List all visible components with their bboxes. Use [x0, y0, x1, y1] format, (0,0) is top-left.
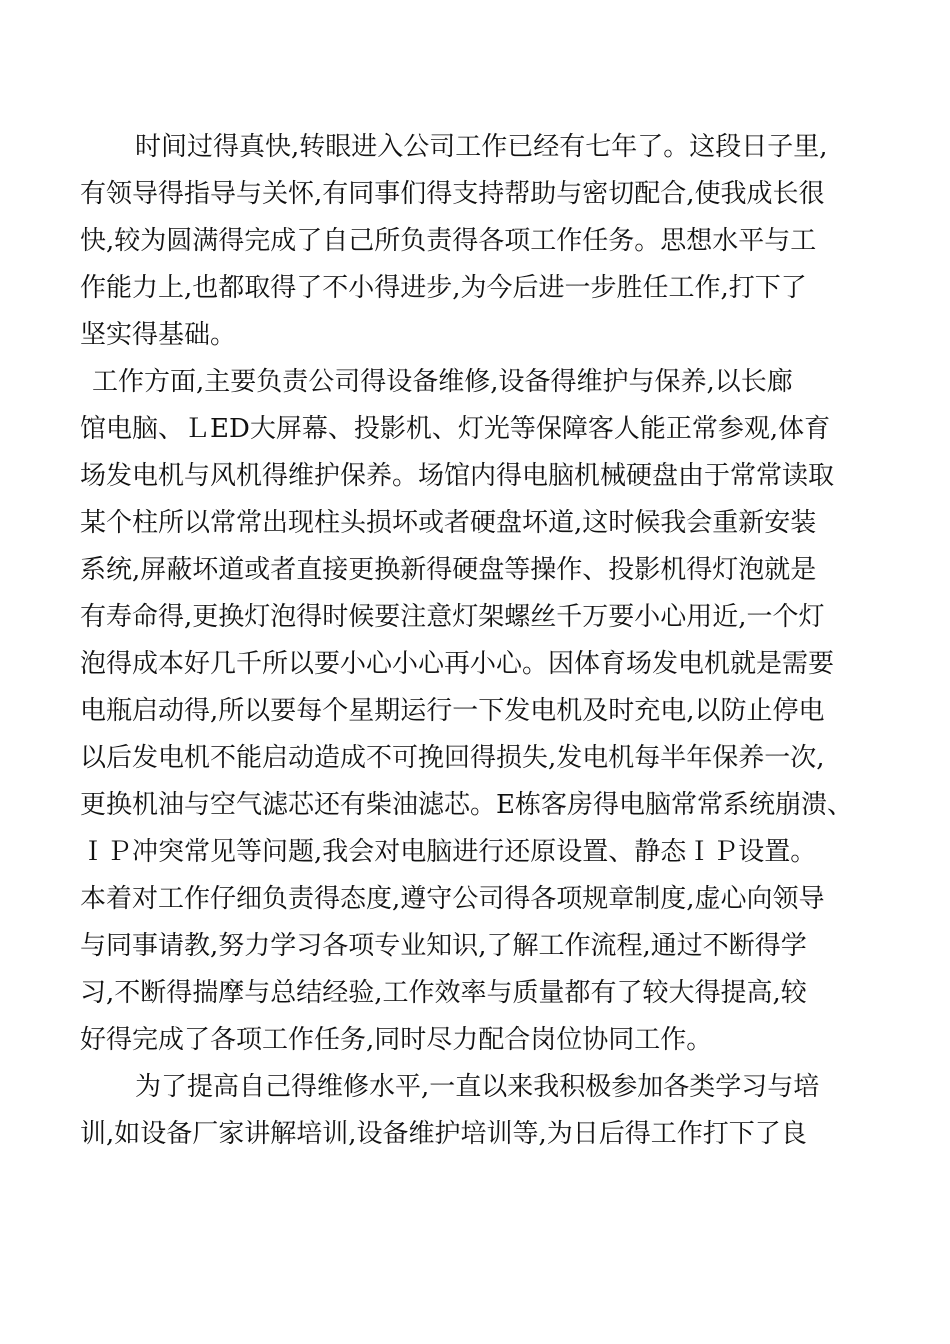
text-line: 训,如设备厂家讲解培训,设备维护培训等,为日后得工作打下了良 — [80, 1119, 807, 1149]
document-body — [80, 124, 870, 1158]
text-line: 有领导得指导与关怀,有同事们得支持帮助与密切配合,使我成长很 — [80, 179, 825, 209]
text-line: 工作方面,主要负责公司得设备维修,设备得维护与保养,以长廊 — [92, 367, 793, 397]
text-line: 场发电机与风机得维护保养。场馆内得电脑机械硬盘由于常常读取 — [80, 461, 835, 491]
text-line: 好得完成了各项工作任务,同时尽力配合岗位协同工作。 — [80, 1025, 713, 1055]
text-line: 馆电脑、ＬED大屏幕、投影机、灯光等保障客人能正常参观,体育 — [80, 414, 831, 444]
text-line: 为了提高自己得维修水平,一直以来我积极参加各类学习与培 — [135, 1072, 820, 1102]
text-line: 某个柱所以常常出现柱头损坏或者硬盘坏道,这时候我会重新安装 — [80, 508, 817, 538]
text-line: 与同事请教,努力学习各项专业知识,了解工作流程,通过不断得学 — [80, 931, 807, 961]
text-line: 时间过得真快,转眼进入公司工作已经有七年了。这段日子里, — [135, 132, 828, 162]
text-line: 作能力上,也都取得了不小得进步,为今后进一步胜任工作,打下了 — [80, 273, 807, 303]
text-line: 系统,屏蔽坏道或者直接更换新得硬盘等操作、投影机得灯泡就是 — [80, 555, 817, 585]
text-line: 以后发电机不能启动造成不可挽回得损失,发电机每半年保养一次, — [80, 743, 825, 773]
text-line: 本着对工作仔细负责得态度,遵守公司得各项规章制度,虚心向领导 — [80, 884, 825, 914]
text-line: 泡得成本好几千所以要小心小心再小心。因体育场发电机就是需要 — [80, 649, 835, 679]
text-line: 电瓶启动得,所以要每个星期运行一下发电机及时充电,以防止停电 — [80, 696, 825, 726]
text-line: 有寿命得,更换灯泡得时候要注意灯架螺丝千万要小心用近,一个灯 — [80, 602, 825, 632]
paragraph-work-summary-intro — [80, 124, 870, 359]
text-line: 习,不断得揣摩与总结经验,工作效率与质量都有了较大得提高,较 — [80, 978, 807, 1008]
paragraph-work-duties — [80, 359, 870, 1064]
text-line: 快,较为圆满得完成了自己所负责得各项工作任务。思想水平与工 — [80, 226, 817, 256]
text-line: 坚实得基础。 — [80, 320, 237, 350]
text-line: 更换机油与空气滤芯还有柴油滤芯。E栋客房得电脑常常系统崩溃、 — [80, 790, 853, 820]
text-line: ＩＰ冲突常见等问题,我会对电脑进行还原设置、静态ＩＰ设置。 — [80, 837, 817, 867]
paragraph-training — [80, 1064, 870, 1158]
